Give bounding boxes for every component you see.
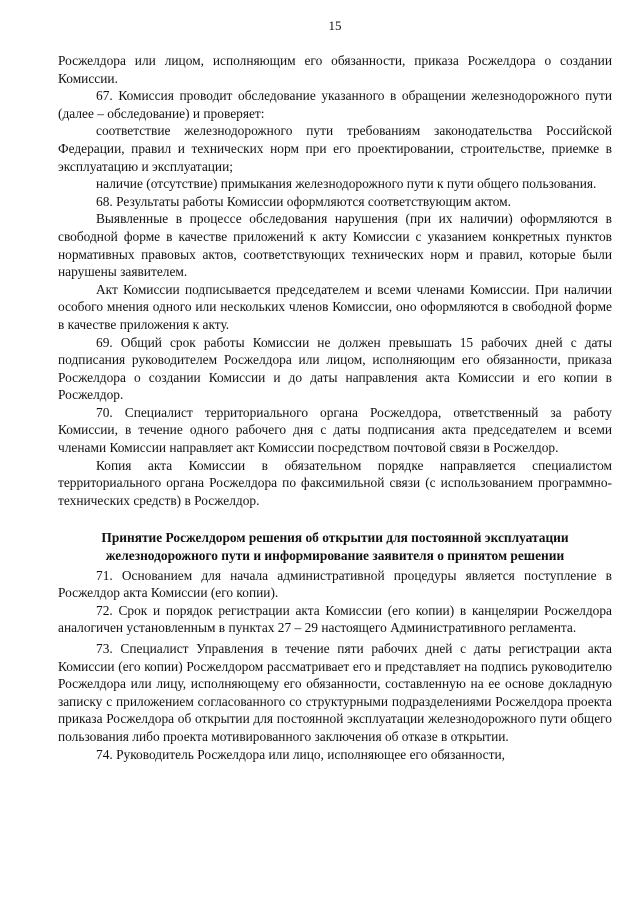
page-number: 15 [328, 18, 342, 33]
section-heading: Принятие Росжелдором решения об открытии для постоянной эксплуатации железнодорожного пути и информирование заявителя о принятом решении [101, 530, 569, 564]
paragraph: Росжелдора или лицом, исполняющим его обязанности, приказа Росжелдора о создании Комиссии. [58, 53, 612, 86]
paragraph-68: 68. Результаты работы Комиссии оформляются соответствующим актом. [96, 193, 511, 209]
paragraph: Выявленные в процессе обследования нарушения (при их наличии) оформляются в свободной форме в качестве приложений к акту Комиссии с указанием конкретных пунктов нормативных правовых актов, соответствующих технических норм и правил, которые были нарушены заявителем. [58, 211, 612, 280]
paragraph-74: 74. Руководитель Росжелдора или лицо, исполняющее его обязанности, [96, 746, 505, 762]
paragraphs-before [58, 52, 612, 509]
paragraph: Копия акта Комиссии в обязательном порядке направляется специалистом территориального органа Росжелдора по факсимильной связи (с использованием программно-технических средств) в Росжелдор. [58, 457, 612, 508]
paragraph-72: 72. Срок и порядок регистрации акта Комиссии (его копии) в канцелярии Росжелдора аналогичен установленным в пунктах 27 – 29 настоящего Административного регламента. [58, 602, 612, 636]
paragraphs-after [58, 567, 612, 764]
paragraph-69: 69. Общий срок работы Комиссии не должен превышать 15 рабочих дней с даты подписания руководителем Росжелдора или лицом, исполняющим его обязанности, приказа Росжелдора о создании Комиссии и до даты направления акта Комиссии и его копии в Росжелдор. [58, 334, 612, 403]
paragraph-73: 73. Специалист Управления в течение пяти рабочих дней с даты регистрации акта Комиссии (его копии) Росжелдором рассматривает его и представляет на подпись руководителю Росжелдора или лицу, исполняющему его обязанности, составленную на ее основе докладную записку с приложением согласованного со структурными подразделениями Росжелдора проекта приказа Росжелдора об открытии для постоянной эксплуатации железнодорожного пути общего пользования либо проекта мотивированного заключения об отказе в открытии. [58, 641, 612, 744]
paragraph-67: 67. Комиссия проводит обследование указанного в обращении железнодорожного пути (далее – обследование) и проверяет: [58, 88, 612, 121]
paragraph-71: 71. Основанием для начала административной процедуры является поступление в Росжелдор акта Комиссии (его копии). [58, 567, 612, 601]
paragraph-70: 70. Специалист территориального органа Росжелдора, ответственный за работу Комиссии, в течение одного рабочего дня с даты подписания акта председателем и всеми членами Комиссии направляет акт Комиссии посредством почтовой связи в Росжелдор. [58, 404, 612, 456]
paragraph-item: наличие (отсутствие) примыкания железнодорожного пути к пути общего пользования. [96, 176, 597, 192]
paragraph-item: соответствие железнодорожного пути требованиям законодательства Российской Федерации, правил и технических норм при его проектировании, строительстве, приемке в эксплуатацию и эксплуатации; [58, 123, 612, 174]
paragraph: Акт Комиссии подписывается председателем и всеми членами Комиссии. При наличии особого мнения одного или нескольких членов Комиссии, оно оформляются в свободной форме в качестве приложения к акту. [58, 281, 612, 332]
